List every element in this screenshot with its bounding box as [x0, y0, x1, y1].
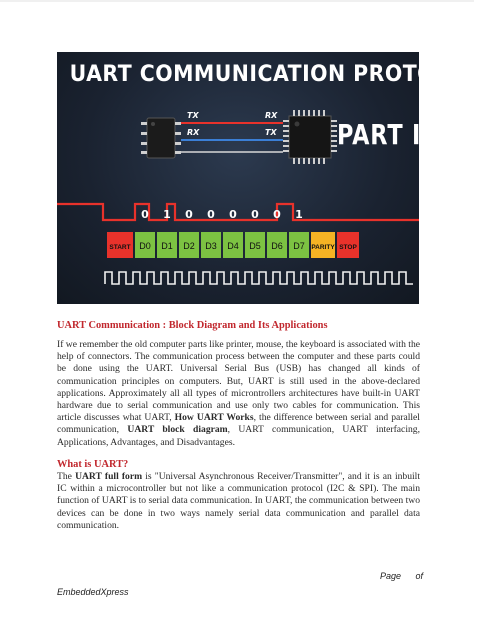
banner-image	[57, 52, 482, 304]
frame-label-d2: D2	[183, 241, 195, 251]
tx-left-label: TX	[187, 111, 199, 120]
paragraph-uart-text-1: The	[57, 471, 72, 482]
footer-page-label: Page	[380, 571, 402, 581]
left-chip-icon	[141, 118, 181, 158]
frame-label-d7: D7	[293, 241, 305, 251]
frame-label-d4: D4	[227, 241, 239, 251]
paragraph-intro-text-3: , UART communication, UART interfacing, Applications, Advantages, and Disadvantages.	[57, 424, 420, 448]
frame-label-d1: D1	[161, 241, 173, 251]
signal-waveform	[57, 204, 419, 220]
paragraph-intro-text-1: If we remember the old computer parts like printer, mouse, the keyboard is associated with the help of connectors. The communication process between the computer and these parts could be done using the UART. Universal Serial Bus (USB) has changed all kinds of communication principles on computers. But, UART is still used in the above-declared applications. Approximately all all types of microntrollers architectures have built-in UART hardware due to serial communication and use only two cables for communication. This article discusses what UART,	[57, 339, 420, 424]
link-uart-full-form: UART full form	[75, 471, 143, 482]
frame-label-stop: STOP	[339, 244, 357, 251]
page-top-border	[0, 0, 474, 2]
tx-right-label: TX	[265, 128, 277, 137]
footer-brand: EmbeddedXpress	[57, 587, 129, 597]
footer-page-number	[380, 571, 423, 581]
link-how-uart-works: How UART Works	[174, 412, 254, 424]
clock-waveform	[105, 272, 413, 284]
bit-value-4: 0	[229, 208, 237, 221]
frame-label-d6: D6	[271, 241, 283, 251]
paragraph-what-is-uart	[57, 471, 420, 532]
bit-value-7: 1	[295, 208, 303, 221]
section-heading-what-is-uart: What is UART?	[57, 459, 129, 470]
frame-label-start: START	[109, 244, 131, 251]
right-chip-icon	[283, 110, 337, 164]
frame-label-parity: PARITY	[311, 244, 335, 251]
banner-title: UART COMMUNICATION PROTOCOL	[69, 62, 482, 87]
frame-label-d5: D5	[249, 241, 261, 251]
bit-value-1: 1	[163, 208, 171, 221]
rx-left-label: RX	[187, 128, 200, 137]
link-uart-block-diagram: UART block diagram	[127, 424, 228, 436]
paragraph-intro-text-2: , the difference between serial and parallel communication,	[57, 412, 420, 436]
bit-value-2: 0	[185, 208, 193, 221]
paragraph-intro	[57, 339, 420, 449]
bit-value-3: 0	[207, 208, 215, 221]
footer-of-label: of	[415, 571, 424, 581]
bit-value-5: 0	[251, 208, 259, 221]
part-label: PART I	[337, 118, 422, 151]
bit-value-6: 0	[273, 208, 281, 221]
bit-value-0: 0	[141, 208, 149, 221]
frame-label-d3: D3	[205, 241, 217, 251]
rx-right-label: RX	[265, 111, 278, 120]
banner-illustration	[57, 52, 482, 304]
section-heading-block-diagram: UART Communication : Block Diagram and Its Applications	[57, 320, 328, 331]
frame-label-d0: D0	[139, 241, 151, 251]
frame-boxes	[107, 232, 359, 258]
paragraph-uart-text-2: is "Universal Asynchronous Receiver/Transmitter", and it is an inbuilt IC within a microcontroller but not like a communication protocol (I2C & SPI). The main function of UART is to serial data communication. In UART, the communication between two devices can be done in two ways namely serial data communication and parallel data communication.	[57, 471, 420, 531]
